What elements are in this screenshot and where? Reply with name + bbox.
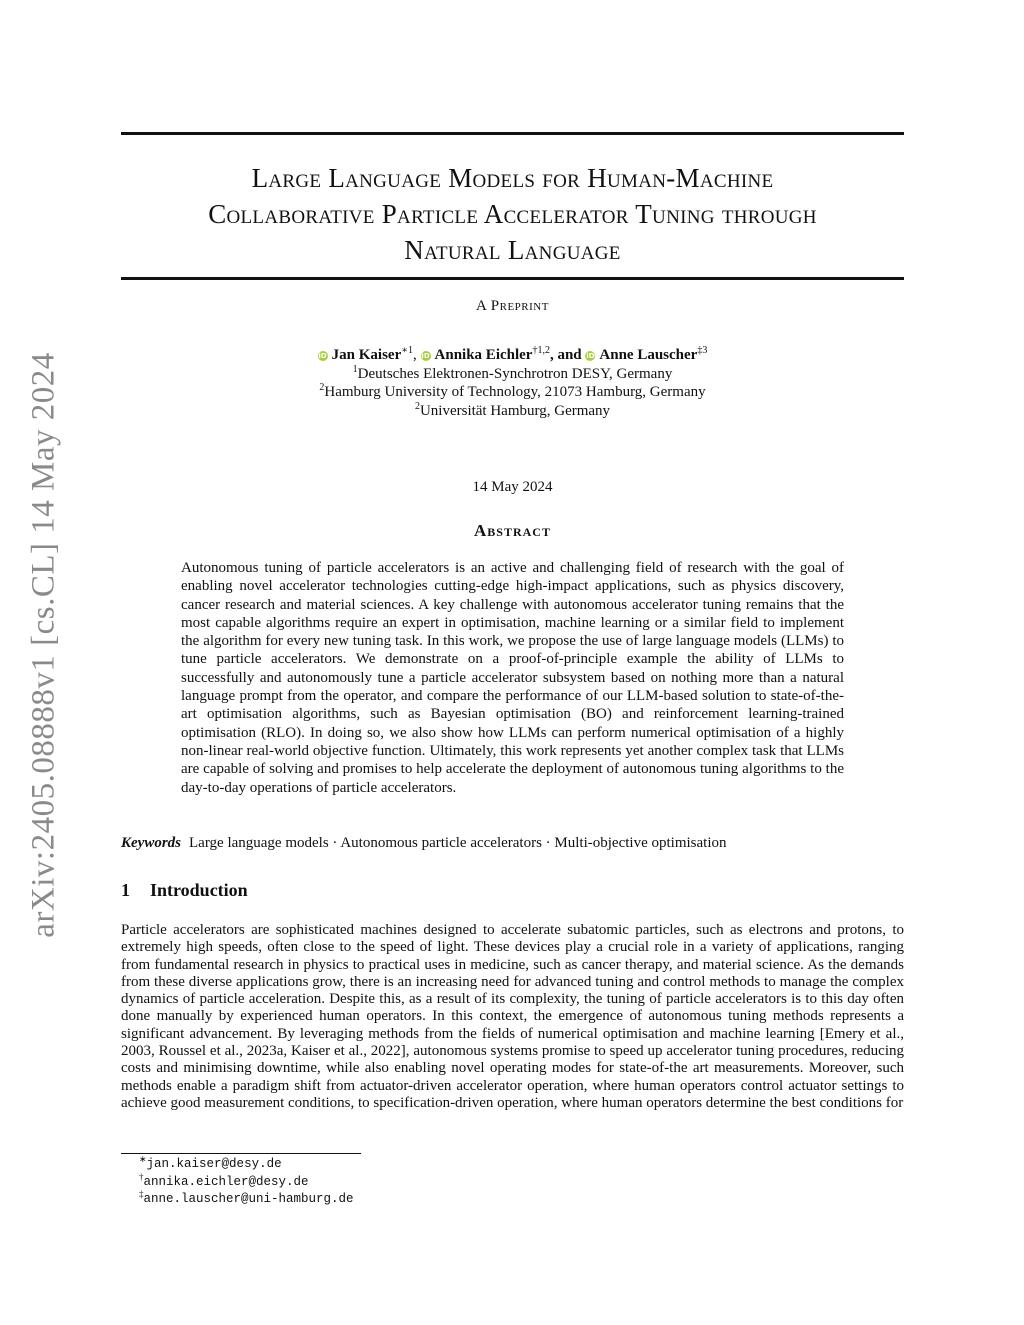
- orcid-icon[interactable]: iD: [421, 352, 430, 360]
- section-title: Introduction: [150, 880, 248, 900]
- affiliation: [121, 365, 904, 384]
- affiliation-mark: 2: [319, 382, 325, 393]
- affiliation: [121, 383, 904, 402]
- footnote-email[interactable]: jan.kaiser@desy.de: [146, 1157, 282, 1171]
- footnote-mark: ∗: [139, 1154, 147, 1164]
- footnote-email[interactable]: anne.lauscher@uni-hamburg.de: [143, 1192, 354, 1206]
- keywords: [121, 835, 904, 852]
- title-line-1: Large Language Models for Human-Machine: [251, 163, 774, 193]
- footnotes: [139, 1156, 354, 1209]
- title-line-2: Collaborative Particle Accelerator Tuning through: [208, 199, 817, 229]
- footnote-mark: ‡: [139, 1189, 144, 1199]
- preprint-label: A Preprint: [476, 298, 549, 314]
- author-marks: †1,2: [532, 345, 550, 356]
- footnote: [139, 1191, 354, 1209]
- orcid-icon[interactable]: iD: [586, 352, 595, 360]
- section-number: 1: [121, 880, 130, 900]
- affiliation: [121, 402, 904, 421]
- title-top-rule: [121, 132, 904, 135]
- publication-date: 14 May 2024: [472, 479, 553, 495]
- affiliation-mark: 2: [414, 400, 420, 412]
- affiliation-text: Deutsches Elektronen-Synchrotron DESY, Germany: [357, 365, 673, 382]
- title-line-3: Natural Language: [404, 235, 621, 265]
- section-heading: [121, 880, 248, 901]
- paper-title: [121, 160, 904, 268]
- affiliation-text: Universität Hamburg, Germany: [419, 402, 611, 419]
- affiliation-mark: 1: [352, 363, 358, 375]
- author-marks: ∗1: [401, 345, 414, 356]
- footnote: [139, 1156, 354, 1174]
- author-line: [121, 346, 904, 365]
- orcid-icon[interactable]: iD: [318, 352, 327, 360]
- title-bottom-rule: [121, 277, 904, 280]
- author-block: [121, 346, 904, 420]
- author-name: Anne Lauscher: [599, 347, 698, 363]
- intro-paragraph: Particle accelerators are sophisticated machines designed to accelerate subatomic particles, such as electrons and protons, to extremely high speeds, often close to the speed of light. These devices play a crucial role in a variety of applications, ranging from fundamental research in physics to practical uses in medicine, such as cancer therapy, and material science. As the demands from these diverse applications grow, there is an increasing need for advanced tuning and control methods to manage the complex dynamics of particle acceleration. Despite this, as a result of its complexity, the tuning of particle accelerators is to this day often done manually by experienced human operators. In this context, the emergence of autonomous tuning methods represents a significant advancement. By leveraging methods from the fields of numerical optimisation and machine learning [Emery et al., 2003, Roussel et al., 2023a, Kaiser et al., 2022], autonomous systems promise to speed up accelerator tuning procedures, reducing costs and minimising downtime, while also enabling novel operating modes for state-of-the art measurements. Moreover, such methods enable a paradigm shift from actuator-driven accelerator operation, where human operators control actuator settings to achieve good measurement conditions, to specification-driven operation, where human operators determine the best conditions for: [121, 922, 904, 1111]
- author-name: Jan Kaiser: [331, 347, 402, 363]
- footnote: [139, 1171, 354, 1192]
- footnote-mark: †: [139, 1171, 144, 1182]
- footnote-email[interactable]: annika.eichler@desy.de: [143, 1174, 309, 1189]
- author-name: Annika Eichler: [434, 347, 533, 363]
- footnote-rule: [121, 1153, 361, 1154]
- abstract-heading: Abstract: [474, 521, 551, 540]
- affiliation-text: Hamburg University of Technology, 21073 Hamburg, Germany: [324, 384, 706, 400]
- keywords-label: Keywords: [121, 835, 181, 851]
- author-marks: ‡3: [697, 345, 708, 356]
- author-and: , and: [549, 347, 586, 363]
- abstract-text: Autonomous tuning of particle accelerators is an active and challenging field of research with the goal of enabling novel accelerator technologies cutting-edge high-impact applications, such as physics discovery, cancer research and material sciences. A key challenge with autonomous accelerator tuning remains that the most capable algorithms require an expert in optimisation, machine learning or a similar field to implement the algorithm for every new tuning task. In this work, we propose the use of large language models (LLMs) to tune particle accelerators. We demonstrate on a proof-of-principle example the ability of LLMs to successfully and autonomously tune a particle accelerator subsystem based on nothing more than a natural language prompt from the operator, and compare the performance of our LLM-based solution to state-of-the-art optimisation algorithms, such as Bayesian optimisation (BO) and reinforcement learning-trained optimisation (RLO). In doing so, we also show how LLMs can perform numerical optimisation of a highly non-linear real-world objective function. Ultimately, this work represents yet another complex task that LLMs are capable of solving and promises to help accelerate the deployment of autonomous tuning algorithms to the day-to-day operations of particle accelerators.: [181, 560, 844, 796]
- keywords-text: Large language models · Autonomous particle accelerators · Multi-objective optimisation: [189, 835, 727, 851]
- author-separator: ,: [413, 347, 421, 363]
- arxiv-stamp-text: arXiv:2405.08888v1 [cs.CL] 14 May 2024: [25, 352, 62, 938]
